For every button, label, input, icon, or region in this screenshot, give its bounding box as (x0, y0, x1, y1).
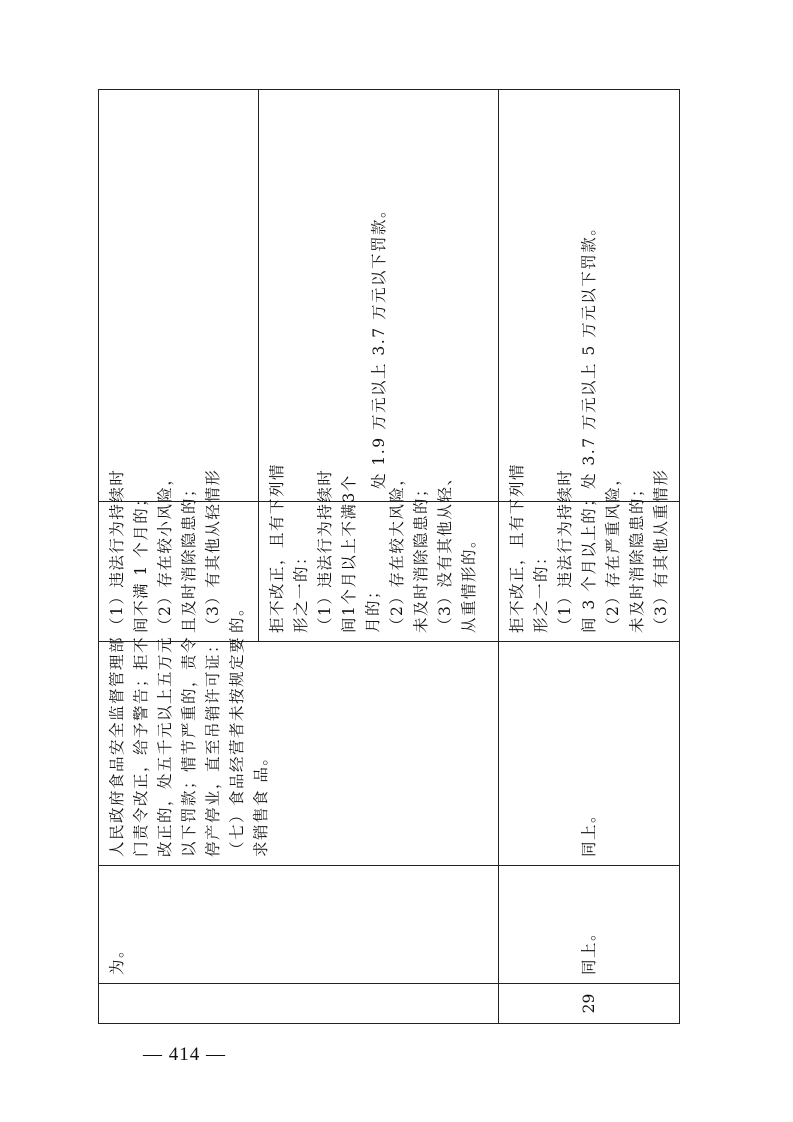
row-number-cell: 29 (499, 984, 680, 1024)
circumstance-line: （3）没有其他从轻、 (436, 468, 454, 633)
circumstance-line: 形之一的： (292, 547, 310, 633)
circumstance-cell (259, 462, 499, 642)
circumstance-line: 未及时消除隐患的； (412, 479, 430, 633)
circumstance-line: （1）违法行为持续时 (108, 468, 126, 633)
circumstance-line: 拒不改正，且有下列情 (508, 462, 526, 633)
violation-text: 为。 (108, 940, 126, 975)
circumstance-line: 间不满 1 个月的； (132, 489, 150, 633)
circumstance-line: 间 3 个月以上的； (580, 489, 598, 633)
circumstance-line: 从重情形的。 (460, 530, 478, 633)
legal-basis-cell (99, 635, 499, 866)
rotated-table-sheet (98, 90, 678, 1024)
table-row (99, 90, 259, 1024)
circumstance-line: （3）有其他从轻情形 (204, 468, 222, 633)
basis-line: 改正的，处五千元以上五万元 (156, 635, 174, 857)
legal-basis-cell (499, 642, 680, 866)
circumstance-line: （2）存在较大风险， (388, 468, 406, 633)
circumstance-line: （1）违法行为持续时 (316, 468, 334, 633)
penalty-cell: 处 1.9 万元以上 3.7 万元以下罚款。 (259, 90, 499, 502)
page-number: — 414 — (143, 1044, 226, 1065)
circumstance-cell (499, 462, 680, 642)
circumstance-cell (99, 468, 259, 642)
basis-line: 求销售食 品。 (252, 748, 270, 857)
circumstance-line: 的。 (228, 598, 246, 633)
circumstance-line: 拒不改正，且有下列情 (268, 462, 286, 633)
violation-cell (99, 866, 499, 984)
circumstance-line: 且及时消除隐患的； (180, 479, 198, 633)
table-row (499, 90, 680, 1024)
circumstance-line: 月的； (364, 581, 382, 633)
circumstance-line: 形之一的： (532, 547, 550, 633)
circumstance-line: （1）违法行为持续时 (556, 468, 574, 633)
circumstance-line: 间1个月以上不满3个 (340, 474, 358, 633)
penalty-cell (99, 90, 259, 502)
penalty-standard-table (98, 89, 680, 1024)
violation-cell (499, 866, 680, 984)
circumstance-line: （2）存在较小风险， (156, 468, 174, 633)
violation-text: 同上。 (580, 923, 598, 975)
penalty-cell: 处 3.7 万元以上 5 万元以下罚款。 (499, 90, 680, 502)
basis-line: 以下罚款；情节严重的，责令 (180, 635, 198, 857)
circumstance-line: （2）存在严重风险， (604, 468, 622, 633)
basis-line: 同上。 (580, 805, 598, 857)
basis-line: 人民政府食品安全监督管理部 (108, 635, 126, 857)
basis-line: （七）食品经营者未按规定要 (228, 635, 246, 857)
circumstance-line: （3）有其他从重情形 (652, 468, 670, 633)
basis-line: 门责令改正，给予警告；拒不 (132, 635, 150, 857)
row-number-cell (99, 984, 499, 1024)
circumstance-line: 未及时消除隐患的； (628, 479, 646, 633)
basis-line: 停产停业，直至吊销许可证： (204, 635, 222, 857)
